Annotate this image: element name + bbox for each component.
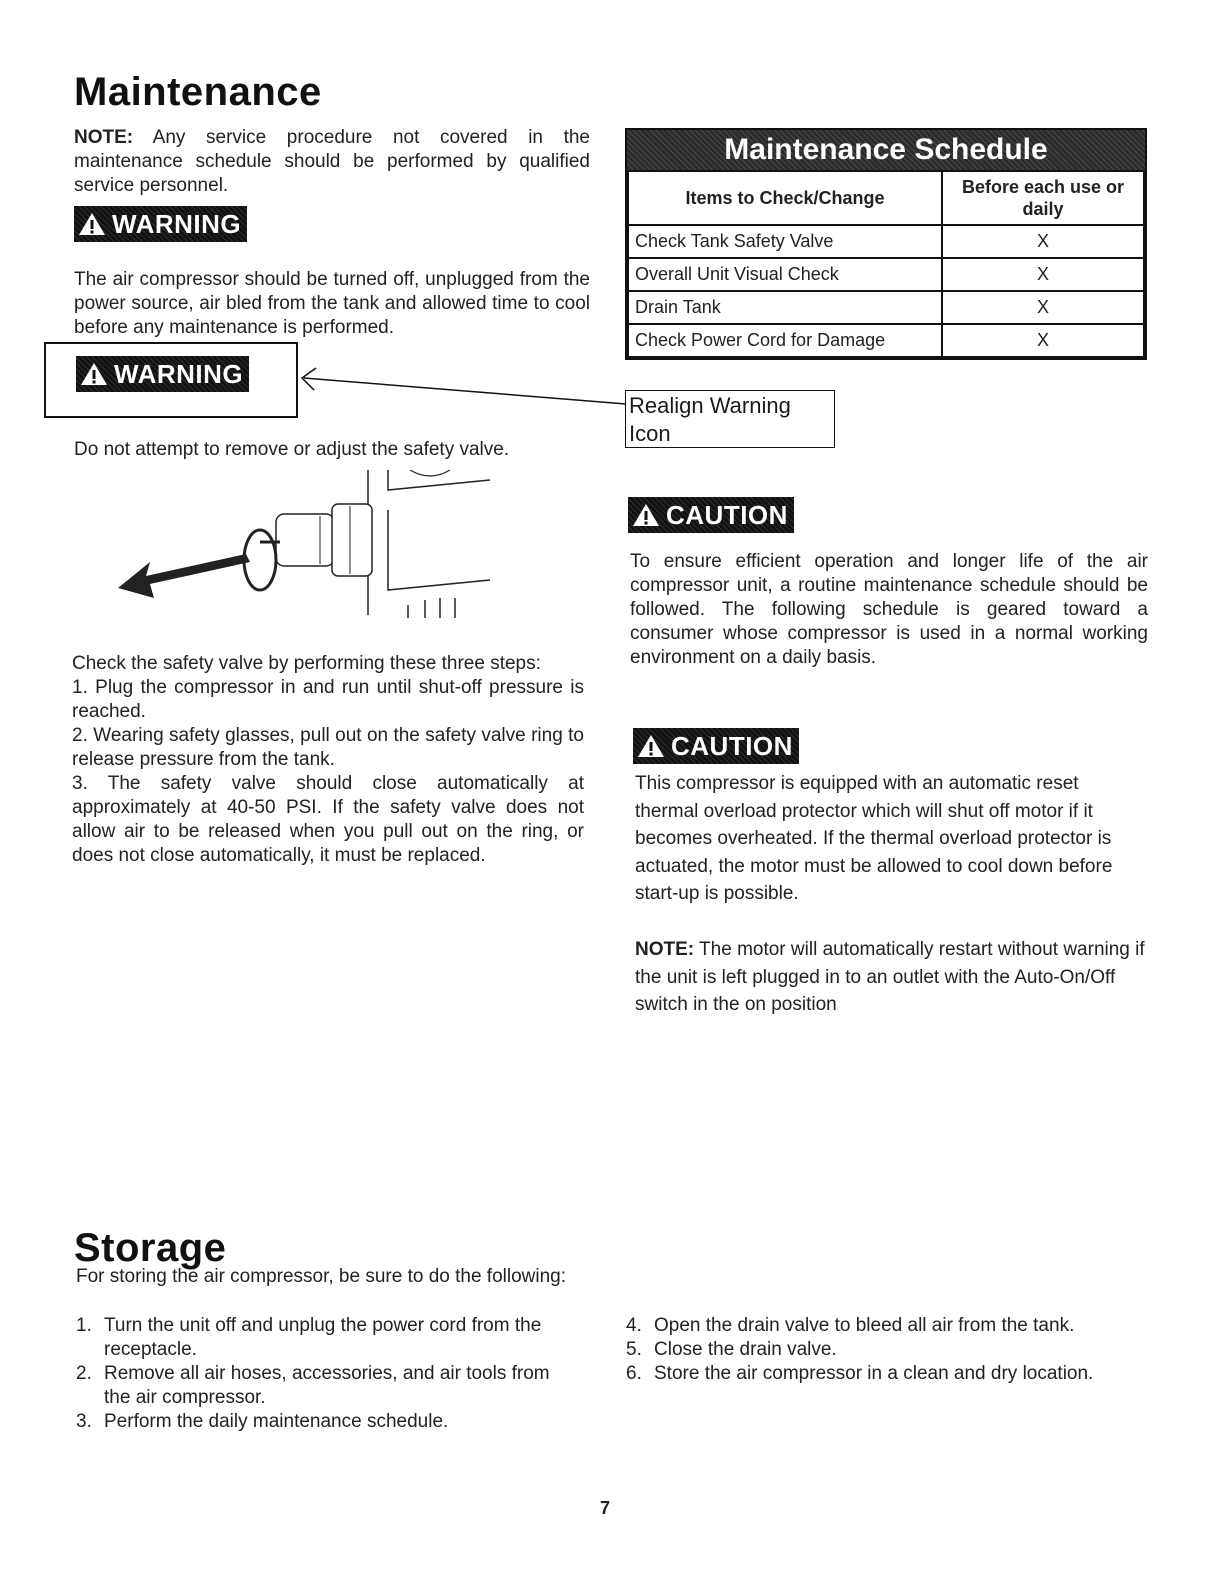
row-mark: X [942, 291, 1144, 324]
row-mark: X [942, 225, 1144, 258]
caution-label-2: CAUTION [671, 730, 793, 761]
table-row [628, 258, 1144, 291]
list-item: 5. Close the drain valve. [626, 1339, 837, 1360]
maintenance-note [74, 126, 590, 198]
table-row [628, 324, 1144, 357]
step-1: 1. Plug the compressor in and run until shut-off pressure is reached. [72, 677, 584, 722]
col-items: Items to Check/Change [628, 171, 942, 225]
table-row [628, 225, 1144, 258]
list-item: 3. Perform the daily maintenance schedule. [76, 1411, 449, 1432]
caution-triangle-icon [632, 502, 660, 528]
warning-label: WARNING [112, 208, 242, 239]
callout-box: Realign Warning Icon [625, 390, 835, 448]
maintenance-schedule-table [625, 128, 1147, 360]
storage-list-right [626, 1314, 1146, 1386]
schedule-header-row [628, 171, 1144, 225]
storage-list-left [76, 1314, 576, 1434]
storage-intro: For storing the air compressor, be sure to do the following: [76, 1266, 567, 1287]
warning-icon-box [44, 342, 298, 418]
note-label: NOTE: [74, 127, 134, 148]
caution2-note-text: The motor will automatically restart without warning if the unit is left plugged in to an outlet with the Auto-On/Off switch in the on position [635, 939, 1145, 1015]
warning-badge [74, 206, 247, 242]
warning-triangle-icon-2 [80, 361, 108, 387]
list-item: 6. Store the air compressor in a clean and dry location. [626, 1363, 1094, 1384]
row-item: Drain Tank [628, 291, 942, 324]
warning-badge-2 [76, 356, 249, 392]
storage-title: Storage [74, 1226, 227, 1270]
warning-text: The air compressor should be turned off, unplugged from the power source, air bled from the tank and allowed time to cool before any maintenance is performed. [74, 269, 590, 338]
table-row [628, 291, 1144, 324]
schedule-title: Maintenance Schedule [627, 130, 1145, 170]
caution-badge-2 [633, 728, 799, 764]
row-item: Check Tank Safety Valve [628, 225, 942, 258]
note-text: Any service procedure not covered in the maintenance schedule should be performed by qualified service personnel. [74, 127, 590, 196]
step-2: 2. Wearing safety glasses, pull out on the safety valve ring to release pressure from the tank. [72, 725, 584, 770]
callout-arrow [296, 362, 628, 412]
valve-text: Do not attempt to remove or adjust the safety valve. [74, 439, 510, 460]
maintenance-title: Maintenance [74, 70, 322, 114]
step-3: 3. The safety valve should close automatically at approximately at 40-50 PSI. If the safety valve does not allow air to be released when you pull out on the ring, or does not close automatically, it must be replaced. [72, 773, 584, 866]
row-mark: X [942, 324, 1144, 357]
page-number: 7 [600, 1498, 611, 1518]
steps-intro: Check the safety valve by performing these three steps: [72, 653, 541, 674]
caution-triangle-icon-2 [637, 733, 665, 759]
row-mark: X [942, 258, 1144, 291]
caution-badge-1 [628, 497, 794, 533]
caution1-text: To ensure efficient operation and longer life of the air compressor unit, a routine maintenance schedule should be followed. The following schedule is geared toward a consumer whose compressor is used in a normal working environment on a daily basis. [630, 551, 1148, 668]
safety-valve-illustration [110, 470, 510, 620]
warning-label-2: WARNING [114, 358, 244, 389]
list-item: 1. Turn the unit off and unplug the power cord from the receptacle. [76, 1315, 542, 1360]
caution2-note [635, 936, 1147, 1019]
row-item: Overall Unit Visual Check [628, 258, 942, 291]
schedule-grid [627, 170, 1145, 358]
list-item: 2. Remove all air hoses, accessories, and air tools from the air compressor. [76, 1363, 550, 1408]
list-item: 4. Open the drain valve to bleed all air from the tank. [626, 1315, 1075, 1336]
caution-label-1: CAUTION [666, 499, 788, 530]
col-before-use: Before each use or daily [942, 171, 1144, 225]
row-item: Check Power Cord for Damage [628, 324, 942, 357]
warning-triangle-icon [78, 211, 106, 237]
caution2-note-label: NOTE: [635, 939, 695, 960]
caution2-text: This compressor is equipped with an automatic reset thermal overload protector which will shut off motor if it becomes overheated. If the thermal overload protector is actuated, the motor must be allowed to cool down before start-up is possible. [635, 773, 1113, 904]
